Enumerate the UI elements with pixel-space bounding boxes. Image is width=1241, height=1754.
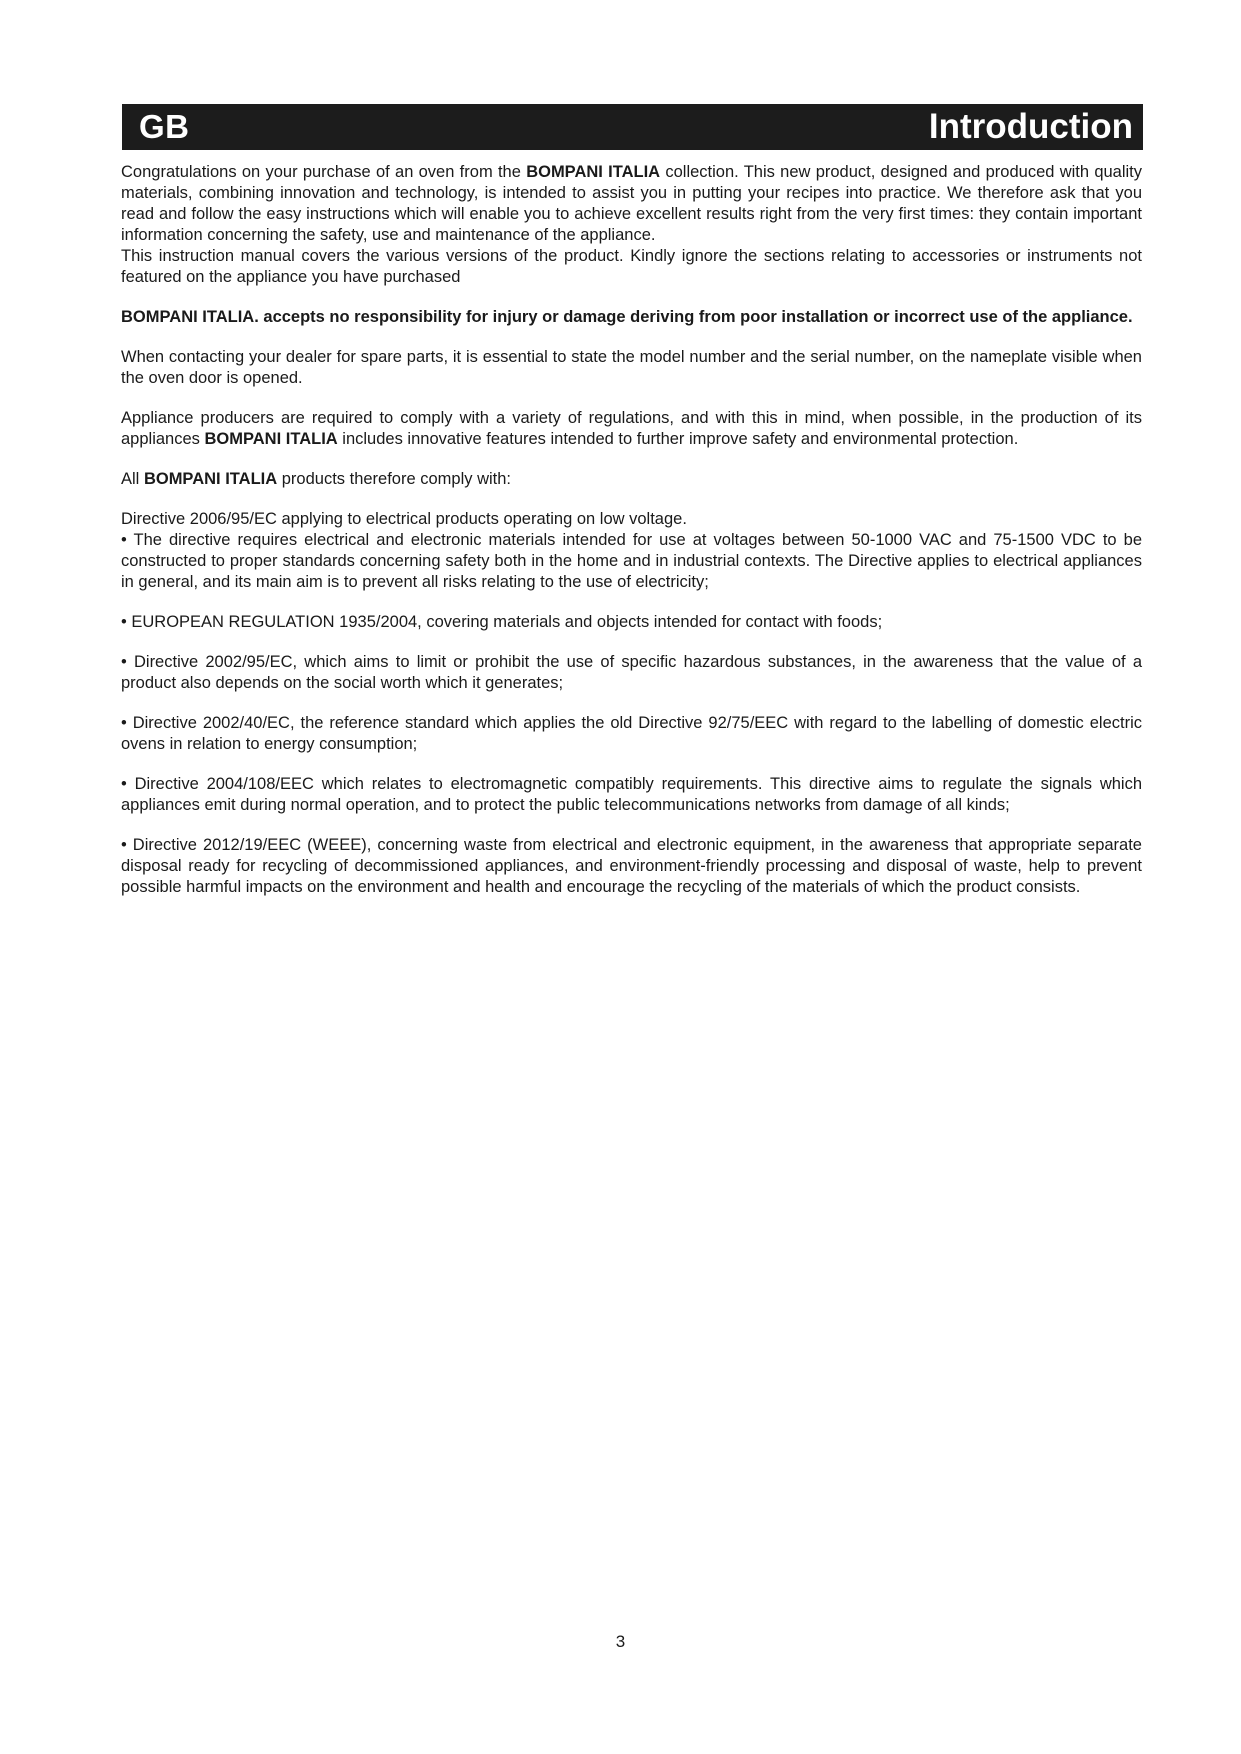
brand-name: BOMPANI ITALIA [204, 430, 338, 448]
low-voltage-directive: Directive 2006/95/EC applying to electrical products operating on low voltage. [121, 510, 687, 528]
spare-parts-paragraph: When contacting your dealer for spare parts, it is essential to state the model number and the serial number, on the nameplate visible when the oven door is opened. [121, 348, 1142, 387]
rohs-directive-item: • Directive 2002/95/EC, which aims to limit or prohibit the use of specific hazardous substances, in the awareness that the value of a product also depends on the social worth which it generates; [121, 653, 1142, 692]
manual-paragraph: This instruction manual covers the various versions of the product. Kindly ignore the sections relating to accessories or instruments not featured on the appliance you have purchased [121, 247, 1142, 286]
food-regulation-item: • EUROPEAN REGULATION 1935/2004, covering materials and objects intended for contact with foods; [121, 613, 883, 631]
brand-name: BOMPANI ITALIA [121, 308, 255, 326]
regulations-paragraph: Appliance producers are required to comply with a variety of regulations, and with this in mind, when possible, in the production of its appliances BOMPANI ITALIA includes innovative features intended to further improve safety and environmental protection. [121, 409, 1142, 448]
energy-directive-item: • Directive 2002/40/EC, the reference standard which applies the old Directive 92/75/EEC with regard to the labelling of domestic electric ovens in relation to energy consumption; [121, 714, 1142, 753]
page-number: 3 [615, 1632, 626, 1651]
section-title: Introduction [928, 107, 1133, 146]
section-header [122, 104, 1143, 150]
brand-name: BOMPANI ITALIA [143, 470, 278, 488]
disclaimer-paragraph: BOMPANI ITALIA. accepts no responsibility for injury or damage deriving from poor installation or incorrect use of the appliance. [121, 308, 1133, 326]
body-text [121, 162, 1142, 917]
emc-directive-item: • Directive 2004/108/EEC which relates to electromagnetic compatibly requirements. This directive aims to regulate the signals which appliances emit during normal operation, and to protect the public telecommunications networks from damage of all kinds; [121, 775, 1142, 814]
weee-directive-item: • Directive 2012/19/EEC (WEEE), concerning waste from electrical and electronic equipment, in the awareness that appropriate separate disposal ready for recycling of decommissioned appliances, and environment-friendly processing and disposal of waste, help to prevent possible harmful impacts on the environment and health and encourage the recycling of the materials of which the product consists. [121, 836, 1142, 896]
intro-paragraph: Congratulations on your purchase of an oven from the BOMPANI ITALIA collection. This new product, designed and produced with quality materials, combining innovation and technology, is intended to assist you in putting your recipes into practice. We therefore ask that you read and follow the easy instructions which will enable you to achieve excellent results right from the very first times: they contain important information concerning the safety, use and maintenance of the appliance. [121, 163, 1143, 244]
language-code: GB [139, 108, 190, 145]
comply-paragraph: All BOMPANI ITALIA products therefore comply with: [121, 470, 512, 488]
brand-name: BOMPANI ITALIA [526, 163, 661, 181]
low-voltage-detail: • The directive requires electrical and electronic materials intended for use at voltages between 50-1000 VAC and 75-1500 VDC to be constructed to proper standards concerning safety both in the home and in industrial contexts. The Directive applies to electrical appliances in general, and its main aim is to prevent all risks relating to the use of electricity; [121, 531, 1142, 591]
